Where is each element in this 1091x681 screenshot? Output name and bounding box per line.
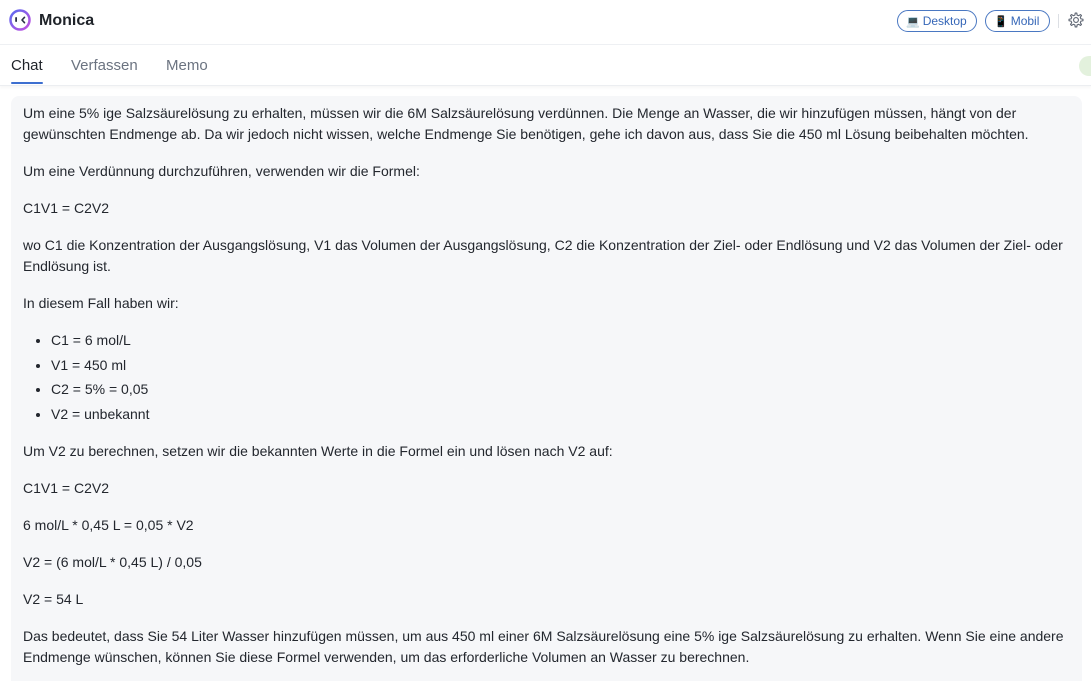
gear-icon[interactable] xyxy=(1067,11,1085,29)
app-header xyxy=(0,0,1091,45)
message-paragraph: Um V2 zu berechnen, setzen wir die bekannten Werte in die Formel ein und lösen nach V2 auf: xyxy=(23,442,613,459)
message-paragraph: Das bedeutet, dass Sie 54 Liter Wasser hinzufügen müssen, um aus 450 ml einer 6M Salzsäurelösung eine 5% ige Salzsäurelösung zu erhalten. Wenn Sie eine andere Endmenge wünschen, können Sie diese Formel verwenden, um das erforderliche Volumen an Wasser zu berechnen. xyxy=(23,627,1064,665)
list-item: • C1 = 6 mol/L xyxy=(51,330,1070,351)
values-list xyxy=(51,330,1070,425)
mobil-button-label: Mobil xyxy=(1010,14,1040,28)
desktop-button[interactable] xyxy=(897,10,977,32)
tab-memo[interactable]: Memo xyxy=(166,57,208,74)
formula-line: V2 = (6 mol/L * 0,45 L) / 0,05 xyxy=(23,553,202,570)
formula-line: C1V1 = C2V2 xyxy=(23,479,109,496)
mobil-button[interactable] xyxy=(985,10,1050,32)
app-title: Monica xyxy=(39,12,95,29)
desktop-button-label: Desktop xyxy=(922,14,967,28)
list-item: • V2 = unbekannt xyxy=(51,404,1070,425)
formula-line: C1V1 = C2V2 xyxy=(23,200,109,216)
phone-icon: 📱 xyxy=(994,15,1008,28)
list-item: • V1 = 450 ml xyxy=(51,355,1070,376)
tab-chat[interactable]: Chat xyxy=(11,57,43,74)
assistant-message xyxy=(11,96,1082,681)
message-paragraph: In diesem Fall haben wir: xyxy=(23,295,179,311)
formula-line: V2 = 54 L xyxy=(23,590,84,607)
monica-logo-icon[interactable] xyxy=(9,9,31,31)
message-paragraph: wo C1 die Konzentration der Ausgangslösung, V1 das Volumen der Ausgangslösung, C2 die Konzentration der Ziel- oder Endlösung und V2 das Volumen der Ziel- oder Endlösung ist. xyxy=(23,237,1063,274)
tab-bar xyxy=(0,46,1091,86)
list-item: • C2 = 5% = 0,05 xyxy=(51,379,1070,400)
tab-verfassen[interactable]: Verfassen xyxy=(71,57,138,74)
status-indicator xyxy=(1079,56,1091,76)
message-paragraph: Um eine 5% ige Salzsäurelösung zu erhalten, müssen wir die 6M Salzsäurelösung verdünnen. Die Menge an Wasser, die wir hinzufügen müssen, hängt von der gewünschten Endmenge ab. Da wir jedoch nicht wissen, welche Endmenge Sie benötigen, gehe ich davon aus, dass Sie die 450 ml Lösung beibehalten möchten. xyxy=(23,105,1029,142)
active-tab-indicator xyxy=(11,82,43,84)
header-divider xyxy=(1058,14,1059,28)
laptop-icon: 💻 xyxy=(906,15,920,28)
message-paragraph: Um eine Verdünnung durchzuführen, verwenden wir die Formel: xyxy=(23,163,420,179)
formula-line: 6 mol/L * 0,45 L = 0,05 * V2 xyxy=(23,516,194,533)
